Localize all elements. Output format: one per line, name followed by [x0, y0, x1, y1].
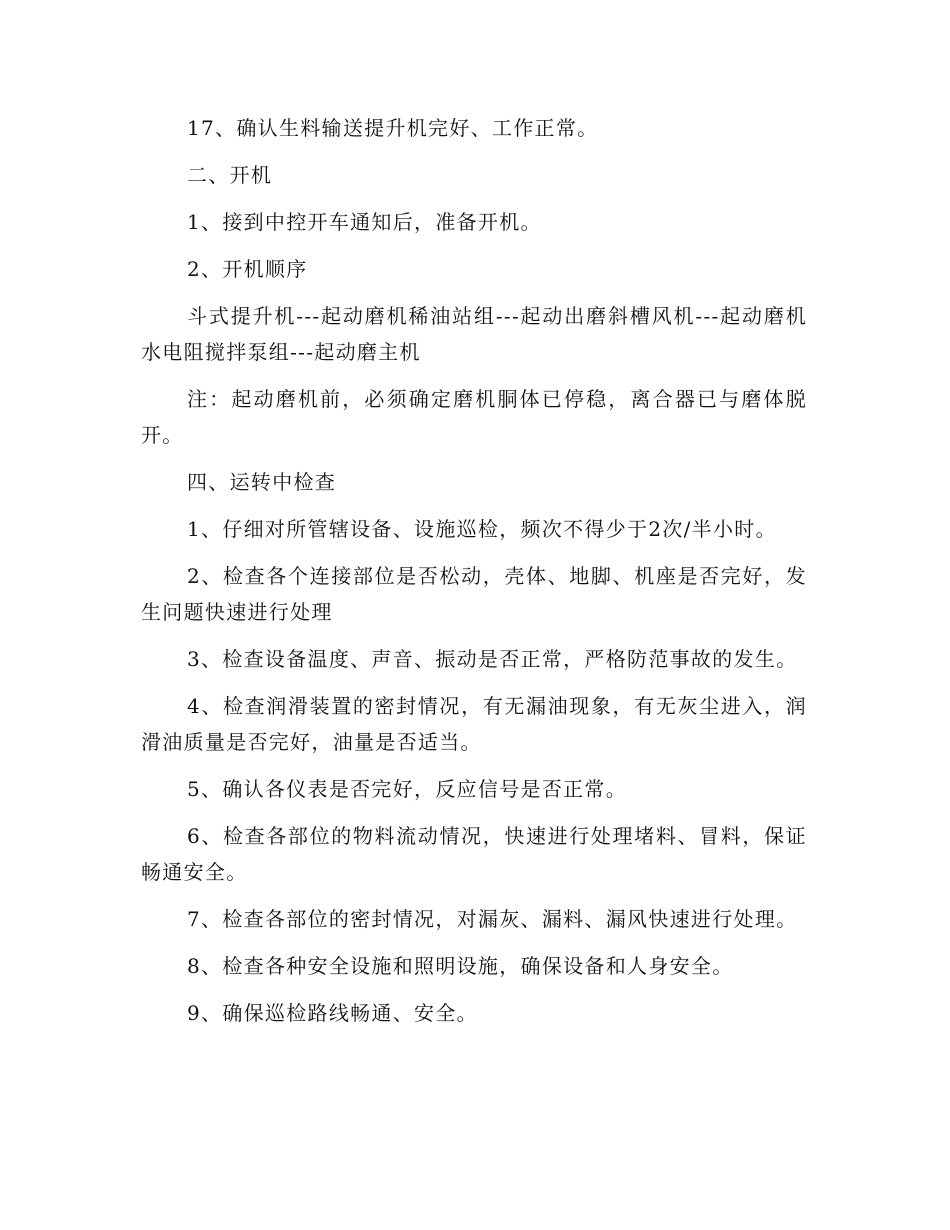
paragraph: 7、检查各部位的密封情况，对漏灰、漏料、漏风快速进行处理。	[187, 907, 798, 931]
paragraph: 斗式提升机---起动磨机稀油站组---起动出磨斜槽风机---起动磨机水电阻搅拌泵组---起动磨主机	[141, 304, 807, 364]
paragraph: 2、检查各个连接部位是否松动，壳体、地脚、机座是否完好，发生问题快速进行处理	[141, 564, 807, 624]
document-body	[141, 110, 807, 1042]
paragraph: 1、接到中控开车通知后，准备开机。	[187, 210, 542, 234]
section-heading: 四、运转中检查	[187, 470, 337, 494]
paragraph: 5、确认各仪表是否完好，反应信号是否正常。	[187, 777, 628, 801]
note-paragraph: 注：起动磨机前，必须确定磨机胴体已停稳，离合器已与磨体脱开。	[141, 387, 807, 447]
paragraph: 6、检查各部位的物料流动情况，快速进行处理堵料、冒料，保证畅通安全。	[141, 824, 807, 884]
paragraph: 9、确保巡检路线畅通、安全。	[187, 1001, 478, 1025]
paragraph: 1、仔细对所管辖设备、设施巡检，频次不得少于2次/半小时。	[187, 517, 777, 541]
paragraph: 3、检查设备温度、声音、振动是否正常，严格防范事故的发生。	[187, 647, 798, 671]
paragraph: 17、确认生料输送提升机完好、工作正常。	[187, 116, 599, 140]
paragraph: 2、开机顺序	[187, 257, 308, 281]
paragraph: 8、检查各种安全设施和照明设施，确保设备和人身安全。	[187, 954, 734, 978]
section-heading: 二、开机	[187, 163, 273, 187]
paragraph: 4、检查润滑装置的密封情况，有无漏油现象，有无灰尘进入，润滑油质量是否完好，油量是否适当。	[141, 694, 807, 754]
